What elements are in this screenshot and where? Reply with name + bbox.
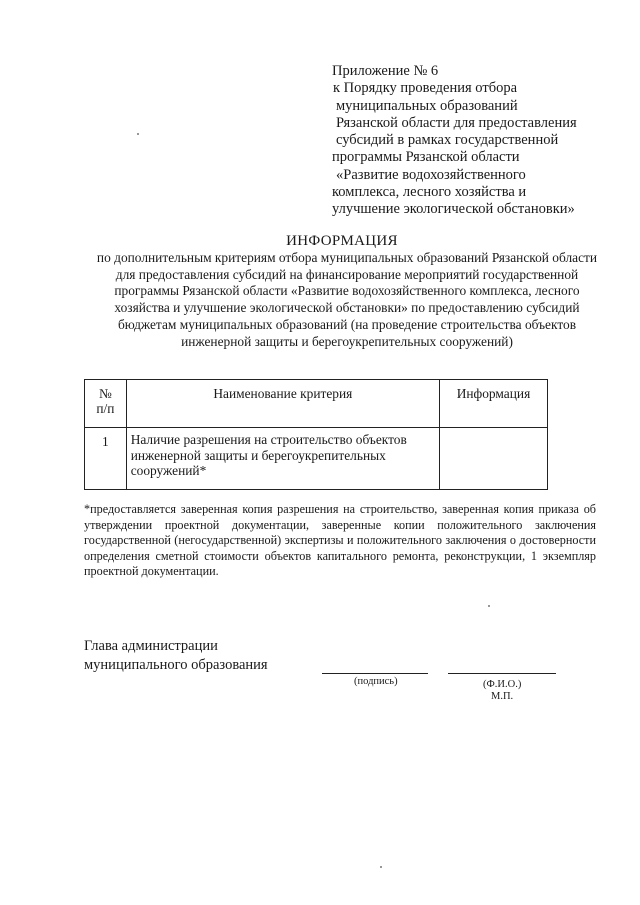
appendix-line: программы Рязанской области <box>332 149 520 166</box>
table-header-row <box>85 380 548 428</box>
appendix-line: к Порядку проведения отбора <box>333 80 518 97</box>
document-intro: по дополнительным критериям отбора муниципальных образований Рязанской области для предоставления субсидий на финансирование мероприятий государственной программы Рязанской области «Развитие водохозяйственного комплекса, лесного хозяйства и улучшение экологической обстановки» по предоставлению субсидий бюджетам муниципальных образований (на проведение строительства объектов инженерной защиты и берегоукрепительных сооружений) <box>96 250 598 349</box>
row-number: 1 <box>85 428 127 490</box>
criteria-table <box>84 379 548 490</box>
signatory-title <box>84 637 268 675</box>
header-criterion-name: Наименование критерия <box>126 380 439 428</box>
row-criterion-name: Наличие разрешения на строительство объектов инженерной защиты и берегоукрепительных сооружений* <box>126 428 439 490</box>
signature-caption: (подпись) <box>354 676 398 687</box>
appendix-line: «Развитие водохозяйственного <box>336 166 526 183</box>
header-number-symbol: № <box>98 386 112 401</box>
appendix-line: улучшение экологической обстановки» <box>332 201 575 218</box>
row-information <box>439 428 547 490</box>
stamp-caption: М.П. <box>491 691 514 702</box>
appendix-line: комплекса, лесного хозяйства и <box>332 184 527 201</box>
footnote: *предоставляется заверенная копия разрешения на строительство, заверенная копия приказа об утверждении проектной документации, заверенные копии положительного заключения государственной (негосударственной) экспертизы и положительного заключения о достоверности определения сметной стоимости объектов капитального ремонта, реконструкции, 1 экземпляр проектной документации. <box>84 502 596 579</box>
appendix-line: субсидий в рамках государственной <box>336 132 559 149</box>
appendix-header <box>332 63 622 219</box>
appendix-line: муниципальных образований <box>336 97 518 114</box>
scan-speck <box>137 133 139 135</box>
scan-speck <box>380 866 382 868</box>
document-title <box>0 233 640 250</box>
appendix-line: Рязанской области для предоставления <box>336 114 577 131</box>
header-number <box>85 380 127 428</box>
name-caption: (Ф.И.О.) <box>483 679 522 690</box>
name-line <box>448 673 556 674</box>
signatory-line-2: муниципального образования <box>84 657 268 673</box>
appendix-line: Приложение № 6 <box>332 63 439 79</box>
scan-speck <box>488 605 490 607</box>
header-number-abbr: п/п <box>96 401 115 416</box>
signature-line <box>322 673 428 674</box>
table-row <box>85 428 548 490</box>
document-title-text: ИНФОРМАЦИЯ <box>286 233 398 249</box>
signatory-line-1: Глава администрации <box>84 638 218 654</box>
header-information: Информация <box>439 380 547 428</box>
